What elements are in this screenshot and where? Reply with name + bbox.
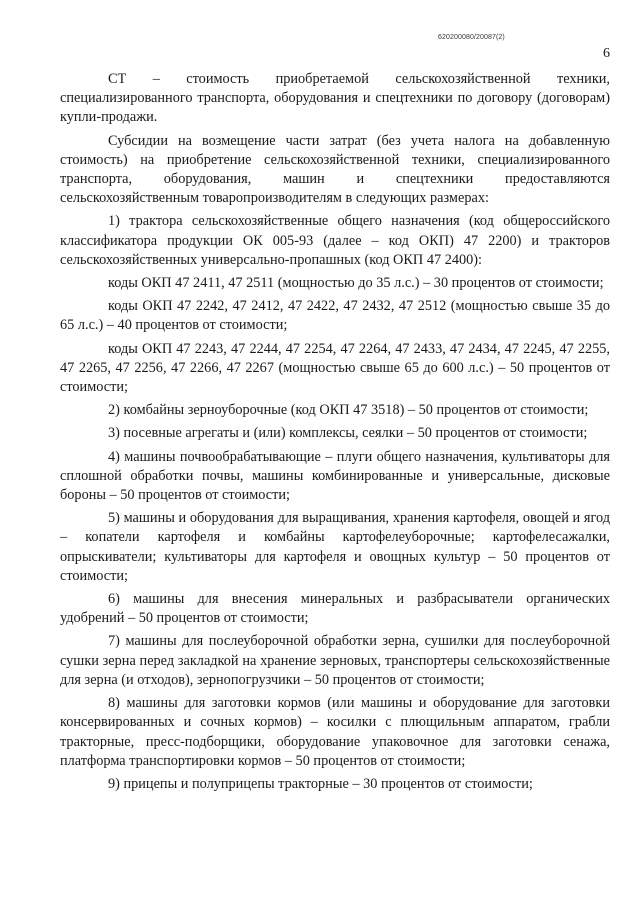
page-number: 6 bbox=[603, 46, 610, 61]
list-item-9-trailers: 9) прицепы и полуприцепы тракторные – 30 процентов от стоимости; bbox=[108, 775, 533, 792]
paragraph-st-definition: СТ – стоимость приобретаемой сельскохозяйственной техники, специализированного транспорта, оборудования и спецтехники по договору (договорам) купли-продажи. bbox=[60, 71, 610, 126]
list-subitem-tractors-35-65: коды ОКП 47 2242, 47 2412, 47 2422, 47 2432, 47 2512 (мощностью свыше 35 до 65 л.с.) – 40 процентов от стоимости; bbox=[60, 298, 610, 334]
paragraph-subsidies-intro: Субсидии на возмещение части затрат (без учета налога на добавленную стоимость) на приобретение сельскохозяйственной техники, специализированного транспорта, оборудования, машин и спецтехники предоставляются сельскохозяйственным товаропроизводителям в следующих размерах: bbox=[60, 132, 610, 207]
list-item-2-combines: 2) комбайны зерноуборочные (код ОКП 47 3518) – 50 процентов от стоимости; bbox=[108, 402, 589, 419]
list-item-6-fertilizer: 6) машины для внесения минеральных и разбрасыватели органических удобрений – 50 процентов от стоимости; bbox=[60, 591, 610, 627]
list-subitem-tractors-65-600: коды ОКП 47 2243, 47 2244, 47 2254, 47 2264, 47 2433, 47 2434, 47 2245, 47 2255, 47 2265, 47 2256, 47 2266, 47 2267 (мощностью свыше 65 до 600 л.с.) – 50 процентов от стоимости; bbox=[60, 340, 610, 396]
list-item-8-forage: 8) машины для заготовки кормов (или машины и оборудование для заготовки консервированных и сочных кормов) – косилки с плющильным аппаратом, грабли тракторные, пресс-подборщики, оборудование упаковочное для заготовки сенажа, платформа транспортировки кормов – 50 процентов от стоимости; bbox=[60, 695, 610, 769]
list-item-5-potato-vegetable: 5) машины и оборудования для выращивания, хранения картофеля, овощей и ягод – копатели картофеля и комбайны картофелеуборочные; картофелесажалки, опрыскиватели; культиваторы для картофеля и овощных культур – 50 процентов от стоимости; bbox=[60, 510, 610, 584]
list-item-3-seeders: 3) посевные агрегаты и (или) комплексы, сеялки – 50 процентов от стоимости; bbox=[108, 425, 588, 442]
document-id: 620200080/20087(2) bbox=[438, 34, 505, 41]
document-body bbox=[60, 70, 610, 798]
list-item-7-grain-processing: 7) машины для послеуборочной обработки зерна, сушилки для послеуборочной сушки зерна перед закладкой на хранение зерновых, транспортеры сельскохозяйственные для зерна (и отходов), зернопогрузчики – 50 процентов от стоимости; bbox=[60, 633, 610, 688]
list-item-4-tillage: 4) машины почвообрабатывающие – плуги общего назначения, культиваторы для сплошной обработки почвы, машины комбинированные и универсальные, дисковые бороны – 50 процентов от стоимости; bbox=[60, 448, 610, 504]
list-subitem-tractors-up-to-35: коды ОКП 47 2411, 47 2511 (мощностью до 35 л.с.) – 30 процентов от стоимости; bbox=[108, 275, 604, 292]
list-item-1-tractors: 1) трактора сельскохозяйственные общего назначения (код общероссийского классификатора продукции ОК 005-93 (далее – код ОКП) 47 2200) и тракторов сельскохозяйственных универсально-пропашных (код ОКП 47 2400): bbox=[60, 213, 610, 268]
